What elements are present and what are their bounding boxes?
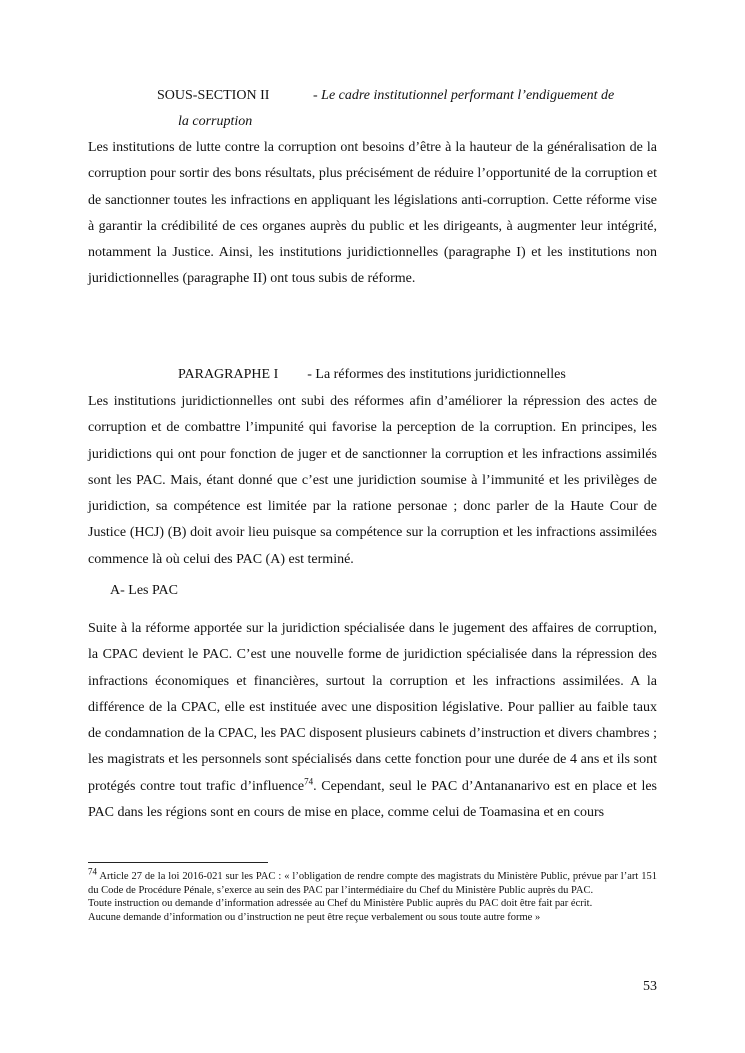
paragraph1-title: - La réformes des institutions juridictionnelles [307, 367, 566, 382]
section-title-continued [178, 114, 252, 130]
section-intro: Les institutions de lutte contre la corruption ont besoins d’être à la hauteur de la généralisation de la corruption pour sortir des bons résultats, plus précisément de réduire l’opportunité de la corruption et de sanctionner toutes les infractions en appliquant les législations anti-corruption. Cette réforme vise à garantir la crédibilité de ces organes auprès du public et les dirigeants, à augmenter leur intégrité, notamment la Justice. Ainsi, les institutions juridictionnelles (paragraphe I) et les institutions non juridictionnelles (paragraphe II) ont tous subis de réforme. [88, 140, 657, 287]
subsection-a-title: A- Les PAC [110, 583, 178, 598]
paragraph1-label: PARAGRAPHE I [178, 367, 279, 382]
footnote-number: 74 [88, 866, 97, 877]
section-label: SOUS-SECTION II [157, 88, 270, 103]
subsection-a-body [88, 616, 657, 826]
subsection-a-text-continued: . Cependant, seul le PAC d’Antananarivo est en place et les PAC dans les régions sont en cours de mise en place, comme celui de Toamasina et en cours [88, 778, 657, 821]
footnote-line-2: Toute instruction ou demande d’information adressée au Chef du Ministère Public auprès du PAC doit être fait par écrit. [88, 898, 593, 909]
paragraph1-body: Les institutions juridictionnelles ont subi des réformes afin d’améliorer la répression des actes de corruption et de combattre l’impunité qui favorise la perception de la corruption. En principes, les juridictions qui ont pour fonction de juger et de sanctionner la corruption et les infractions assimilés sont les PAC. Mais, étant donné que c’est une juridiction soumise à l’immunité et les privilèges de juridiction, sa compétence est limitée par la ratione personae ; donc parler de la Haute Cour de Justice (HCJ) (B) doit avoir lieu puisque sa compétence sur la corruption et les infractions assimilées commence là où celui des PAC (A) est terminé. [88, 394, 657, 567]
footnote [88, 866, 657, 924]
footnote-line-1 [88, 866, 657, 897]
paragraph1-heading [178, 367, 566, 383]
footnote-reference[interactable]: 74 [304, 776, 314, 787]
footnote-text-1: Article 27 de la loi 2016-021 sur les PAC : « l’obligation de rendre compte des magistrats du Ministère Public, prévue par l’art 151 du Code de Procédure Pénale, s’exerce au sein des PAC par l’intermédiaire du Chef du Ministère Public auprès du PAC. [88, 871, 657, 896]
footnote-line-3: Aucune demande d’information ou d’instruction ne peut être reçue verbalement ou sous toute autre forme » [88, 911, 541, 923]
section-heading [0, 88, 745, 108]
section-title-part2: la corruption [178, 114, 253, 129]
page-number: 53 [643, 979, 657, 994]
footnote-separator [88, 862, 268, 863]
subsection-a-text: Suite à la réforme apportée sur la juridiction spécialisée dans le jugement des affaires de corruption, la CPAC devient le PAC. C’est une nouvelle forme de juridiction spécialisée dans la répression des infractions économiques et financières, surtout la corruption et les infractions assimilées. A la différence de la CPAC, elle est instituée avec une disposition législative. Pour pallier au faible taux de condamnation de la CPAC, les PAC disposent plusieurs cabinets d’instruction et divers chambres ; les magistrats et les personnels sont spécialisés dans cette fonction pour une durée de 4 ans et ils sont protégés contre tout trafic d’influence [88, 621, 657, 794]
section-title: - Le cadre institutionnel performant l’endiguement de [313, 88, 615, 103]
